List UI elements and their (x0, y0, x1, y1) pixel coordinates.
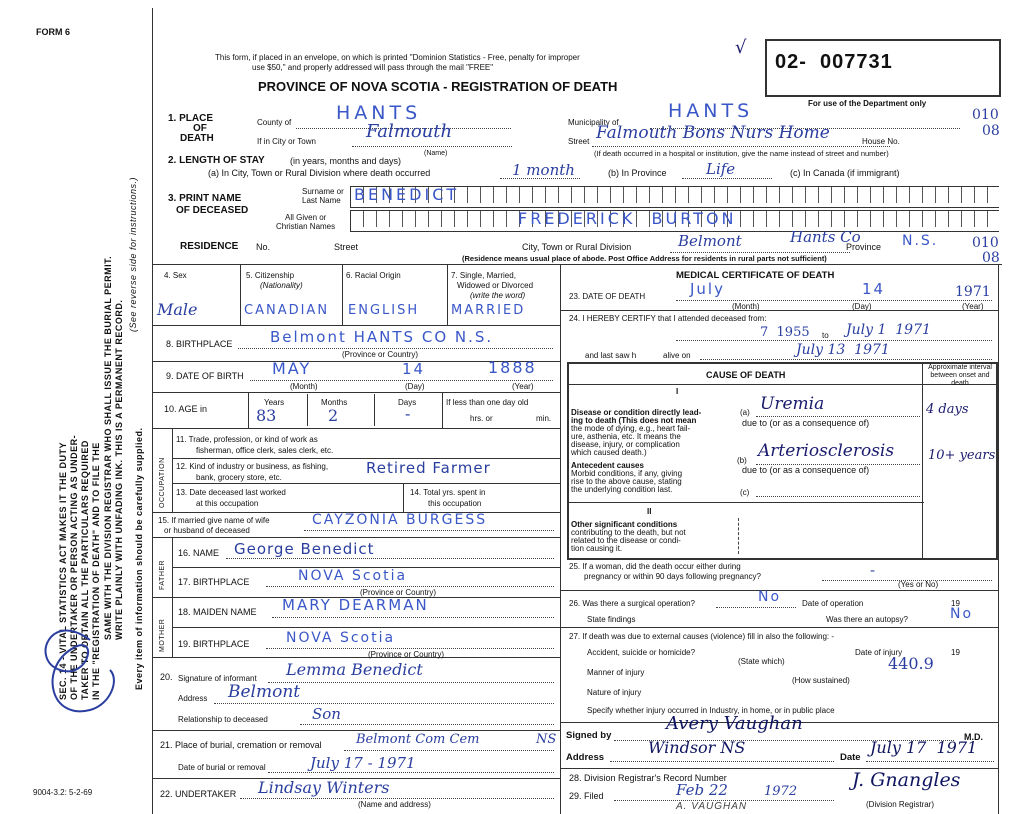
md-label: M.D. (964, 732, 983, 742)
total-years-label-2: this occupation (428, 499, 482, 508)
letter-box (767, 211, 780, 227)
surname-label: Surname or (302, 187, 344, 196)
days-value: - (405, 404, 411, 423)
nature-label: Nature of injury (587, 688, 642, 697)
burial-place-value: Belmont Com Cem (356, 732, 480, 747)
letter-box (845, 187, 858, 203)
birthplace-caption: (Province or Country) (342, 350, 419, 359)
last-worked-label-2: at this occupation (196, 499, 259, 508)
industry-label-2: bank, grocery store, etc. (196, 473, 282, 482)
last-seen-label: and last saw h (585, 351, 637, 360)
cause-heading: CAUSE OF DEATH (706, 370, 786, 380)
how-sustained: (How sustained) (792, 676, 850, 685)
letter-box (572, 187, 585, 203)
letter-box (689, 187, 702, 203)
dept-code-4: 08 (982, 250, 1000, 266)
marital-label-3: (write the word) (470, 291, 526, 300)
cause-a-label: (a) (740, 408, 750, 417)
check-mark: √ (735, 37, 747, 58)
dob-month: MAY (272, 359, 312, 378)
operation-year-19: 19 (951, 599, 960, 608)
given-label: All Given or (285, 213, 327, 222)
dept-code-2: 08 (982, 123, 1000, 139)
letter-box (767, 187, 780, 203)
months-value: 2 (328, 406, 339, 425)
external-label: 27. If death was due to external causes (violence) fill in also the following: - (569, 632, 835, 641)
mother-bp-label: 19. BIRTHPLACE (178, 639, 250, 649)
stay-province-value: Life (706, 160, 736, 178)
pregnancy-label-2: pregnancy or within 90 days following pregnancy? (584, 572, 761, 581)
burial-place-label: 21. Place of burial, cremation or removal (160, 740, 322, 750)
pregnancy-value: - (870, 561, 876, 579)
deceased-label-2: OF DECEASED (176, 205, 249, 216)
birthplace-label: 8. BIRTHPLACE (166, 339, 233, 349)
letter-box (351, 211, 364, 227)
father-name-value: George Benedict (234, 540, 375, 558)
letter-box (819, 211, 832, 227)
stay-city-label: (a) In City, Town or Rural Division where death occurred (208, 168, 431, 178)
municipality-value: HANTS (668, 100, 754, 122)
findings-label: State findings (587, 615, 636, 624)
signed-date-label: Date (840, 752, 861, 763)
burial-date-value: July 17 - 1971 (310, 754, 416, 772)
margin-line-5: SAME WITH THE DIVISION REGISTRAR WHO SHALL ISSUE THE BURIAL PERMIT. (103, 255, 113, 640)
citizenship-value: CANADIAN (244, 303, 330, 318)
physician-address-label: Address (566, 752, 605, 763)
residence-province-label: Province (846, 242, 882, 252)
roman-1: I (676, 387, 679, 396)
house-label: House No. (862, 137, 900, 146)
accident-label: Accident, suicide or homicide? (587, 648, 696, 657)
interval-a: 4 days (926, 402, 969, 417)
city-value: Falmouth (366, 121, 453, 142)
place-label: 1. PLACE (168, 113, 214, 124)
letter-box (481, 211, 494, 227)
letter-box (897, 187, 910, 203)
death-month-caption: (Month) (732, 302, 760, 311)
letter-box (546, 187, 559, 203)
letter-box (975, 187, 988, 203)
letter-box (715, 187, 728, 203)
death-year: 1971 (955, 284, 991, 300)
dob-year-caption: (Year) (512, 382, 534, 391)
letter-box (403, 211, 416, 227)
letter-box (637, 187, 650, 203)
other-label-2: contributing to the death, but not (571, 528, 686, 537)
yes-no-caption: (Yes or No) (898, 580, 939, 589)
municipality-label: Municipality of (568, 118, 619, 127)
letter-box (676, 187, 689, 203)
letter-box (949, 187, 962, 203)
letter-box (858, 187, 871, 203)
letter-box (741, 187, 754, 203)
mother-bp-caption: (Province or Country) (368, 650, 445, 659)
injury-year-19: 19 (951, 648, 960, 657)
surname-label-2: Last Name (302, 196, 341, 205)
department-note: For use of the Department only (808, 99, 927, 108)
letter-box (832, 187, 845, 203)
registration-number: 02- 007731 (775, 51, 893, 73)
medical-heading: MEDICAL CERTIFICATE OF DEATH (676, 270, 835, 281)
interval-b: 10+ years (928, 448, 996, 463)
relationship-label: Relationship to deceased (178, 715, 268, 724)
father-bp-caption: (Province or Country) (360, 588, 437, 597)
letter-box (494, 187, 507, 203)
dept-code-3: 010 (972, 235, 999, 251)
years-value: 83 (256, 406, 277, 425)
registrar-caption: (Division Registrar) (866, 800, 935, 809)
dob-year: 1888 (488, 358, 537, 377)
dept-code-1: 010 (972, 107, 999, 123)
letter-box (793, 187, 806, 203)
letter-box (364, 211, 377, 227)
registrar-stamp: A. VAUGHAN (676, 801, 748, 812)
last-seen-value: July 13 1971 (796, 342, 890, 358)
disease-label-2: ing to death (This does not mean (571, 416, 697, 425)
days-label: Days (398, 398, 417, 407)
marital-label-2: Widowed or Divorced (457, 281, 534, 290)
letter-box (962, 187, 975, 203)
letter-box (728, 187, 741, 203)
undertaker-caption: (Name and address) (358, 800, 431, 809)
racial-label: 6. Racial Origin (346, 271, 401, 280)
informant-label: 20. (160, 672, 173, 682)
mother-bp-value: NOVA Scotia (286, 630, 396, 646)
margin-line-8: Every item of information should be carefully supplied. (134, 427, 144, 690)
letter-box (702, 187, 715, 203)
mother-name-label: 18. MAIDEN NAME (178, 607, 257, 617)
surgery-label: 26. Was there a surgical operation? (569, 599, 695, 608)
undertaker-value: Lindsay Winters (258, 778, 390, 797)
letter-box (936, 187, 949, 203)
certify-label: 24. I HEREBY CERTIFY that I attended deceased from: (569, 314, 767, 323)
letter-box (611, 187, 624, 203)
death-date-label: 23. DATE OF DEATH (569, 292, 646, 301)
attended-to-label: to (822, 331, 829, 340)
marital-value: MARRIED (451, 303, 526, 318)
attended-from: 7 1955 (760, 325, 810, 340)
trade-label-2: fisherman, office clerk, sales clerk, etc. (196, 446, 334, 455)
spouse-value: CAYZONIA BURGESS (312, 512, 488, 528)
sex-label: 4. Sex (164, 271, 187, 280)
death-day-caption: (Day) (852, 302, 872, 311)
letter-box (650, 187, 663, 203)
letter-box (910, 211, 923, 227)
due-to-1: due to (or as a consequence of) (742, 418, 870, 428)
margin-line-6: WRITE PLAINLY WITH UNFADING INK. THIS IS A PERMANENT RECORD. (114, 299, 124, 640)
stay-label-sub: (in years, months and days) (290, 156, 402, 166)
stay-province-label: (b) In Province (608, 168, 667, 178)
surname-value: BENEDICT (354, 185, 460, 204)
letter-box (429, 211, 442, 227)
registration-number-box (765, 39, 1001, 97)
given-value: FREDERICK BURTON (518, 209, 737, 228)
cause-b-label: (b) (737, 456, 747, 465)
filed-year: 1972 (764, 784, 798, 799)
operation-date-label: Date of operation (802, 599, 864, 608)
autopsy-label: Was there an autopsy? (826, 615, 908, 624)
letter-box (468, 187, 481, 203)
burial-date-label: Date of burial or removal (178, 763, 266, 772)
letter-box (884, 187, 897, 203)
letter-box (962, 211, 975, 227)
letter-box (832, 211, 845, 227)
trade-label: 11. Trade, profession, or kind of work as (176, 435, 318, 444)
street-value: Falmouth Bons Nurs Home (596, 123, 830, 143)
father-bp-label: 17. BIRTHPLACE (178, 577, 250, 587)
letter-box (390, 211, 403, 227)
letter-box (780, 211, 793, 227)
given-label-2: Christian Names (276, 222, 336, 231)
dob-month-caption: (Month) (290, 382, 318, 391)
stay-canada-label: (c) In Canada (if immigrant) (790, 168, 900, 178)
county-value: HANTS (336, 102, 422, 124)
letter-box (806, 187, 819, 203)
informant-sig-label: Signature of informant (178, 674, 257, 683)
interval-heading: Approximate interval between onset and death (928, 364, 992, 387)
birthplace-value: Belmont HANTS CO N.S. (270, 328, 494, 346)
signed-by-label: Signed by (566, 730, 612, 741)
father-bp-value: NOVA Scotia (298, 568, 408, 584)
disease-label-5: disease, injury, or complication (571, 440, 680, 449)
filed-value: Feb 22 (676, 781, 728, 799)
letter-box (468, 211, 481, 227)
months-label: Months (321, 398, 348, 407)
pregnancy-label: 25. If a woman, did the death occur either during (569, 562, 741, 571)
age-label: 10. AGE in (164, 404, 208, 414)
hospital-note: (If death occurred in a hospital or institution, give the name instead of street and number) (594, 149, 889, 158)
residence-label: RESIDENCE (180, 241, 239, 252)
other-label-4: tion causing it. (571, 544, 623, 553)
last-worked-label: 13. Date deceased last worked (176, 488, 286, 497)
antecedent-label-2: Morbid conditions, if any, giving (571, 469, 683, 478)
letter-box (884, 211, 897, 227)
record-number-label: 28. Division Registrar's Record Number (569, 773, 727, 783)
informant-signature: Lemma Benedict (286, 660, 423, 679)
filed-label: 29. Filed (569, 791, 604, 801)
cause-a-value: Uremia (760, 394, 825, 414)
margin-line-7: (See reverse side for instructions.) (128, 176, 138, 332)
margin-line-2: OF THE UNDERTAKER OR PERSON ACTING AS UNDER- (69, 434, 79, 700)
letter-box (754, 211, 767, 227)
disease-label-3: the mode of dying, e.g., heart fail- (571, 424, 691, 433)
undertaker-label: 22. UNDERTAKER (160, 789, 237, 799)
margin-scribble (30, 610, 130, 730)
cause-c-label: (c) (740, 488, 750, 497)
signed-date: July 17 1971 (870, 738, 978, 757)
letter-box (507, 187, 520, 203)
letter-box (533, 187, 546, 203)
form-number: FORM 6 (36, 27, 71, 37)
place-label-death: DEATH (180, 133, 214, 144)
due-to-2: due to (or as a consequence of) (742, 465, 870, 475)
county-label: County of (257, 118, 292, 127)
less-than-day: If less than one day old (446, 398, 529, 407)
letter-box (741, 211, 754, 227)
code-value: 440.9 (888, 654, 934, 673)
antecedent-label-4: the underlying condition last. (571, 485, 673, 494)
residence-city-label: City, Town or Rural Division (522, 242, 632, 252)
disease-label-6: which caused death.) (571, 448, 647, 457)
autopsy-value: No (950, 606, 974, 622)
stay-label: 2. LENGTH OF STAY (168, 155, 265, 166)
antecedent-label-3: rise to the above cause, stating (571, 477, 682, 486)
informant-address-label: Address (178, 694, 208, 703)
letter-box (585, 187, 598, 203)
print-code: 9004-3.2: 5-2-69 (33, 788, 93, 797)
physician-signature: Avery Vaughan (666, 713, 803, 734)
letter-box (559, 187, 572, 203)
letter-box (793, 211, 806, 227)
letter-box (923, 211, 936, 227)
letter-box (780, 187, 793, 203)
mother-side-label: MOTHER (159, 618, 166, 652)
letter-box (598, 187, 611, 203)
relationship-value: Son (312, 705, 341, 723)
letter-box (897, 211, 910, 227)
hrs-label: hrs. or (470, 414, 493, 423)
letter-box (819, 187, 832, 203)
industry-value: Retired Farmer (366, 459, 491, 477)
letter-box (923, 187, 936, 203)
letter-box (936, 211, 949, 227)
total-years-label: 14. Total yrs. spent in (410, 488, 486, 497)
residence-city-value: Belmont (678, 232, 742, 250)
disease-label: Disease or condition directly lead- (571, 408, 702, 417)
death-month: July (690, 280, 725, 298)
letter-box (871, 211, 884, 227)
letter-box (975, 211, 988, 227)
death-year-caption: (Year) (962, 302, 984, 311)
industry-label: 12. Kind of industry or business, as fishing, (176, 462, 329, 471)
physician-address: Windsor NS (648, 738, 746, 757)
manner-label: Manner of injury (587, 668, 645, 677)
letter-box (377, 211, 390, 227)
left-rule (152, 8, 153, 814)
deceased-label: 3. PRINT NAME (168, 193, 242, 204)
father-side-label: FATHER (159, 559, 166, 590)
letter-box (806, 211, 819, 227)
place-label-of: OF (193, 123, 207, 134)
occupation-side-label: OCCUPATION (159, 457, 166, 508)
years-label: Years (264, 398, 285, 407)
informant-address: Belmont (228, 682, 301, 702)
letter-box (858, 211, 871, 227)
residence-note: (Residence means usual place of abode. Post Office Address for residents in rural parts not sufficient) (462, 254, 827, 263)
form-title: PROVINCE OF NOVA SCOTIA - REGISTRATION OF DEATH (258, 79, 618, 94)
letter-box (481, 187, 494, 203)
letter-box (871, 187, 884, 203)
letter-box (455, 211, 468, 227)
margin-line-1: SEC. 14 - VITAL STATISTICS ACT MAKES IT THE DUTY (58, 441, 68, 700)
margin-line-4: IN THE "REGISTRATION OF DEATH" AND TO FILE THE (91, 442, 101, 700)
residence-street-label: Street (334, 242, 359, 252)
racial-value: ENGLISH (348, 303, 420, 318)
citizenship-sub: (Nationality) (260, 281, 303, 290)
min-label: min. (536, 414, 552, 423)
dob-label: 9. DATE OF BIRTH (166, 371, 244, 381)
disease-label-4: ure, asthenia, etc. It means the (571, 432, 681, 441)
envelope-note-2: use $50," and properly addressed will pass through the mail "FREE" (252, 63, 494, 72)
other-label: Other significant conditions (571, 520, 678, 529)
specify-label: Specify whether injury occurred in Industry, in home, or in public place (587, 706, 835, 715)
letter-box (442, 211, 455, 227)
mother-name-value: MARY DEARMAN (282, 596, 429, 614)
letter-box (663, 187, 676, 203)
injury-date-label: Date of injury (855, 648, 903, 657)
dob-day: 14 (402, 360, 426, 378)
stay-city-value: 1 month (512, 161, 575, 179)
letter-box (910, 187, 923, 203)
surgery-value: No (758, 589, 782, 605)
street-label: Street (568, 137, 590, 146)
residence-county-value: Hants Co (790, 228, 861, 246)
city-label: If in City or Town (257, 137, 316, 146)
death-day: 14 (862, 280, 886, 298)
residence-province-value: N.S. (902, 233, 939, 249)
spouse-label: 15. If married give name of wife (158, 516, 270, 525)
burial-ns: NS (536, 732, 557, 747)
spouse-label-2: or husband of deceased (164, 526, 250, 535)
attended-to: July 1 1971 (846, 322, 931, 338)
other-label-3: related to the disease or condi- (571, 536, 681, 545)
residence-no-label: No. (256, 242, 271, 252)
letter-box (949, 211, 962, 227)
sex-value: Male (157, 300, 198, 319)
last-seen-mid: alive on (663, 351, 691, 360)
dob-day-caption: (Day) (405, 382, 425, 391)
antecedent-label: Antecedent causes (571, 461, 644, 470)
state-which: (State which) (738, 657, 785, 666)
cause-b-value: Arteriosclerosis (758, 441, 895, 461)
registrar-signature: J. Gnangles (852, 769, 961, 791)
envelope-note-1: This form, if placed in an envelope, on which is printed "Dominion Statistics - Free, penalty for improper (215, 53, 580, 62)
margin-line-3: TAKER TO OBTAIN ALL THE PARTICULARS REQUIRED (80, 440, 90, 700)
father-name-label: 16. NAME (178, 548, 220, 558)
letter-box (845, 211, 858, 227)
letter-box (624, 187, 637, 203)
letter-box (416, 211, 429, 227)
marital-label: 7. Single, Married, (451, 271, 516, 280)
letter-box (494, 211, 507, 227)
roman-2: II (647, 507, 652, 516)
letter-box (520, 187, 533, 203)
citizenship-label: 5. Citizenship (246, 271, 295, 280)
letter-box (754, 187, 767, 203)
city-name-caption: (Name) (424, 150, 448, 157)
